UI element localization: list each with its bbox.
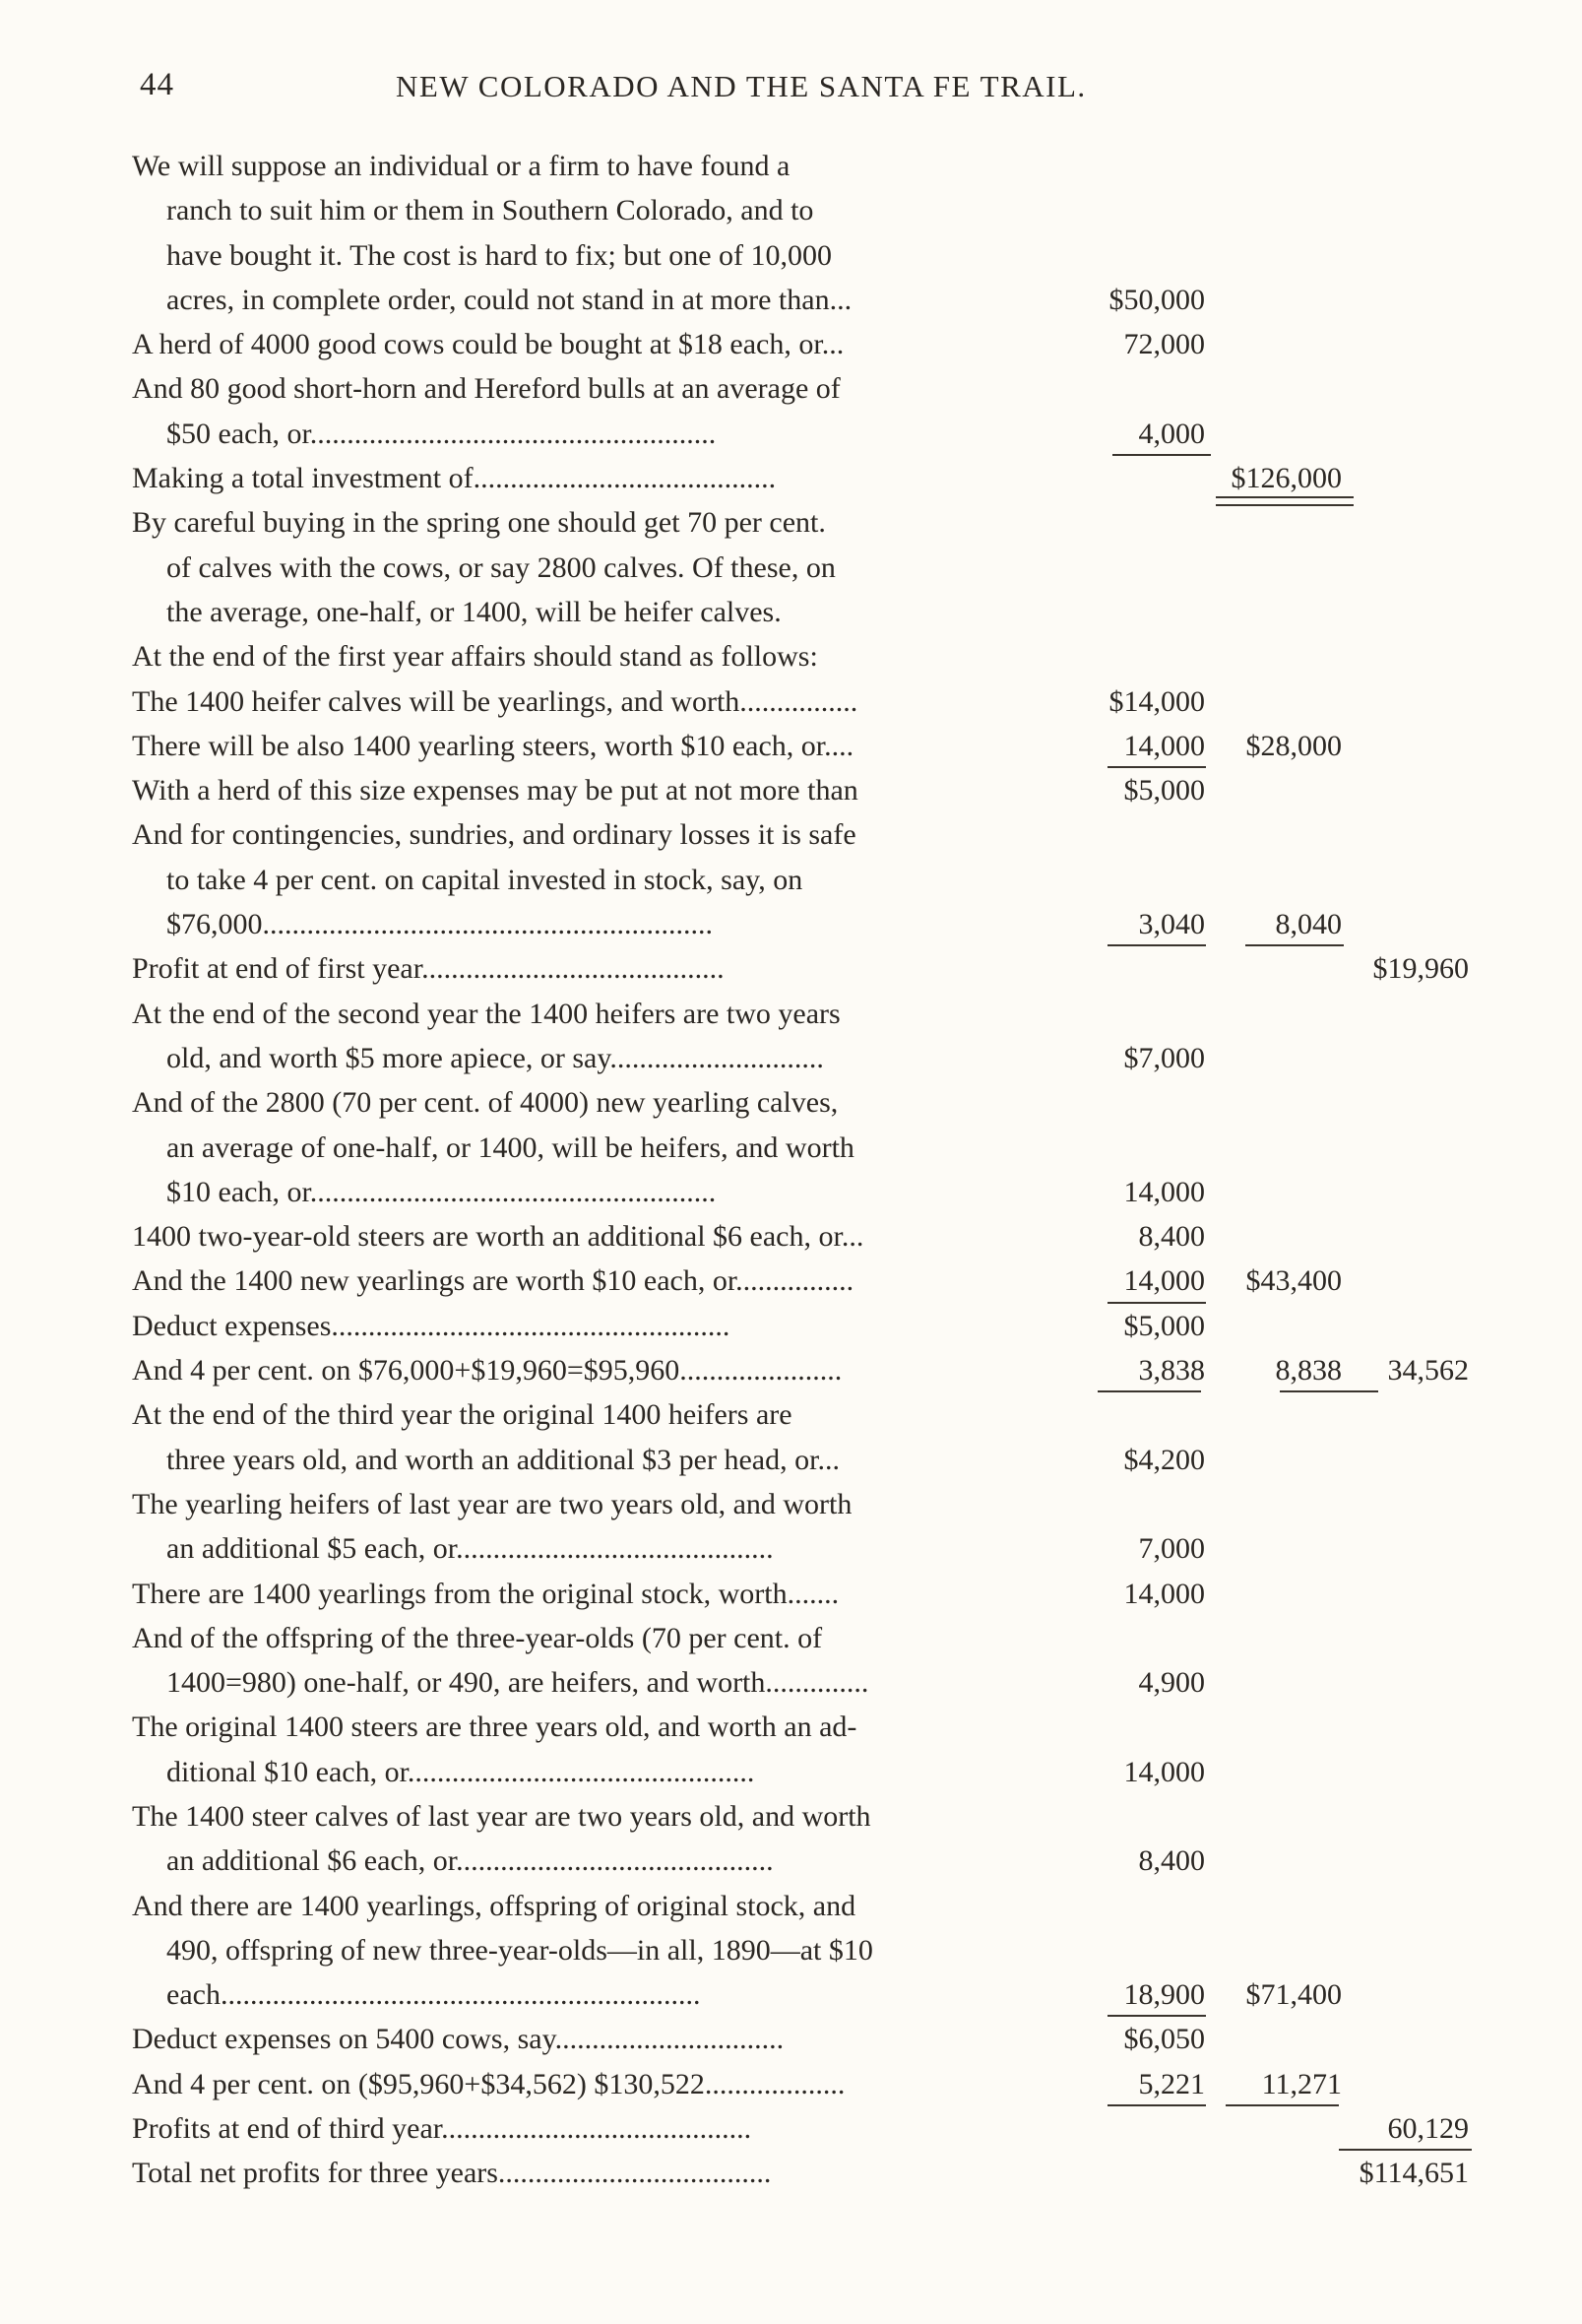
row-text: The 1400 steer calves of last year are two years old, and worth [132, 1799, 871, 1833]
ledger-row [0, 1885, 1582, 1929]
ledger-row [0, 1929, 1582, 1973]
ledger-row [0, 725, 1582, 769]
sum-rule [1107, 1302, 1206, 1304]
ledger-row [0, 1617, 1582, 1661]
ledger-row [0, 635, 1582, 679]
double-rule [1216, 504, 1354, 506]
row-text: the average, one-half, or 1400, will be heifer calves. [166, 595, 782, 628]
ledger-row [0, 1527, 1582, 1572]
ledger-row [0, 234, 1582, 279]
row-text: And there are 1400 yearlings, offspring of original stock, and [132, 1889, 856, 1922]
ledger-row [0, 1661, 1582, 1706]
ledger-row [0, 1483, 1582, 1527]
amount-first-column: 3,838 [1138, 1354, 1205, 1388]
row-text: of calves with the cows, or say 2800 calves. Of these, on [166, 550, 836, 584]
row-text: an additional $6 each, or........................................... [166, 1844, 774, 1878]
ledger-row [0, 457, 1582, 501]
sum-rule [1112, 454, 1211, 456]
sum-rule [1339, 2149, 1472, 2151]
amount-third-column: $114,651 [1359, 2157, 1469, 2190]
amount-first-column: 4,900 [1138, 1666, 1205, 1700]
row-text: With a herd of this size expenses may be put at not more than [132, 774, 858, 807]
ledger-row [0, 1259, 1582, 1304]
row-text: ranch to suit him or them in Southern Colorado, and to [166, 194, 814, 227]
amount-third-column: 60,129 [1387, 2112, 1469, 2146]
amount-first-column: $50,000 [1108, 283, 1205, 316]
amount-second-column: 8,040 [1275, 908, 1342, 941]
ledger-row [0, 1706, 1582, 1750]
row-text: There will be also 1400 yearling steers, worth $10 each, or.... [132, 729, 854, 762]
ledger [0, 145, 1582, 2197]
row-text: And of the 2800 (70 per cent. of 4000) new yearling calves, [132, 1086, 839, 1120]
ledger-row [0, 1393, 1582, 1438]
ledger-row [0, 1840, 1582, 1884]
row-text: And 80 good short-horn and Hereford bulls at an average of [132, 372, 841, 406]
ledger-row [0, 680, 1582, 725]
amount-second-column: $43,400 [1245, 1264, 1342, 1298]
ledger-row [0, 1171, 1582, 1215]
amount-first-column: 5,221 [1138, 2067, 1205, 2100]
row-text: $50 each, or....................................................... [166, 417, 717, 450]
row-text: have bought it. The cost is hard to fix; but one of 10,000 [166, 238, 833, 272]
amount-first-column: 14,000 [1123, 1264, 1205, 1298]
row-text: The 1400 heifer calves will be yearlings, and worth................ [132, 684, 858, 718]
ledger-row [0, 145, 1582, 189]
amount-first-column: $5,000 [1123, 1309, 1205, 1342]
row-text: And for contingencies, sundries, and ordinary losses it is safe [132, 818, 856, 852]
row-text: There are 1400 yearlings from the original stock, worth....... [132, 1577, 840, 1610]
amount-first-column: $4,200 [1123, 1443, 1205, 1476]
row-text: 1400=980) one-half, or 490, are heifers, and worth.............. [166, 1666, 869, 1700]
sum-rule [1107, 2104, 1206, 2106]
ledger-row [0, 2152, 1582, 2196]
row-text: And the 1400 new yearlings are worth $10 each, or................ [132, 1264, 854, 1298]
row-text: 1400 two-year-old steers are worth an additional $6 each, or... [132, 1220, 864, 1254]
amount-first-column: $6,050 [1123, 2023, 1205, 2056]
ledger-row [0, 1349, 1582, 1393]
row-text: And 4 per cent. on ($95,960+$34,562) $130,522................... [132, 2067, 846, 2100]
ledger-row [0, 1973, 1582, 2018]
row-text: Total net profits for three years..................................... [132, 2157, 772, 2190]
amount-second-column: 8,838 [1275, 1354, 1342, 1388]
ledger-row [0, 591, 1582, 635]
ledger-row [0, 547, 1582, 591]
ledger-row [0, 1037, 1582, 1081]
ledger-row [0, 189, 1582, 233]
sum-rule [1226, 2104, 1339, 2106]
row-text: At the end of the first year affairs should stand as follows: [132, 640, 818, 674]
sum-rule [1107, 2015, 1206, 2017]
amount-third-column: $19,960 [1372, 952, 1469, 986]
row-text: And of the offspring of the three-year-olds (70 per cent. of [132, 1621, 823, 1654]
ledger-row [0, 1127, 1582, 1171]
row-text: Profit at end of first year......................................... [132, 952, 725, 986]
row-text: At the end of the second year the 1400 heifers are two years [132, 997, 841, 1030]
ledger-row [0, 947, 1582, 992]
row-text: Making a total investment of......................................... [132, 462, 777, 495]
ledger-row [0, 501, 1582, 546]
sum-rule [1107, 766, 1206, 768]
ledger-row [0, 2107, 1582, 2152]
amount-first-column: $5,000 [1123, 774, 1205, 807]
ledger-row [0, 1795, 1582, 1840]
amount-first-column: 8,400 [1138, 1220, 1205, 1254]
sum-rule [1098, 1390, 1201, 1392]
row-text: Deduct expenses...................................................... [132, 1309, 730, 1342]
row-text: $76,000............................................................. [166, 908, 713, 941]
row-text: an average of one-half, or 1400, will be heifers, and worth [166, 1130, 854, 1164]
ledger-row [0, 1081, 1582, 1126]
ledger-row [0, 367, 1582, 412]
row-text: acres, in complete order, could not stand in at more than... [166, 283, 853, 316]
amount-first-column: 3,040 [1138, 908, 1205, 941]
ledger-row [0, 1573, 1582, 1617]
ledger-row [0, 279, 1582, 323]
row-text: each................................................................. [166, 1978, 701, 2012]
running-title: NEW COLORADO AND THE SANTA FE TRAIL. [396, 69, 1087, 103]
amount-first-column: 14,000 [1123, 1577, 1205, 1610]
ledger-row [0, 813, 1582, 858]
double-rule [1216, 496, 1354, 498]
sum-rule [1245, 944, 1344, 946]
ledger-row [0, 2018, 1582, 2062]
ledger-row [0, 769, 1582, 813]
row-text: And 4 per cent. on $76,000+$19,960=$95,960...................... [132, 1354, 843, 1388]
sum-rule [1107, 944, 1206, 946]
row-text: We will suppose an individual or a firm to have found a [132, 150, 791, 182]
amount-second-column: $28,000 [1245, 729, 1342, 762]
amount-first-column: $7,000 [1123, 1041, 1205, 1074]
amount-first-column: 7,000 [1138, 1532, 1205, 1566]
ledger-row [0, 1751, 1582, 1795]
amount-first-column: 14,000 [1123, 1755, 1205, 1788]
amount-second-column: $126,000 [1231, 462, 1342, 495]
row-text: old, and worth $5 more apiece, or say............................. [166, 1041, 824, 1074]
row-text: three years old, and worth an additional $3 per head, or... [166, 1443, 840, 1476]
amount-first-column: 14,000 [1123, 1175, 1205, 1208]
ledger-row [0, 903, 1582, 947]
ledger-row [0, 859, 1582, 903]
row-text: By careful buying in the spring one should get 70 per cent. [132, 506, 826, 540]
row-text: to take 4 per cent. on capital invested in stock, say, on [166, 863, 803, 896]
amount-first-column: 14,000 [1123, 729, 1205, 762]
page-number: 44 [140, 67, 174, 102]
row-text: A herd of 4000 good cows could be bought at $18 each, or... [132, 328, 845, 361]
ledger-row [0, 1439, 1582, 1483]
row-text: At the end of the third year the original 1400 heifers are [132, 1398, 792, 1432]
row-text: ditional $10 each, or............................................... [166, 1755, 755, 1788]
ledger-row [0, 2063, 1582, 2107]
row-text: Deduct expenses on 5400 cows, say............................... [132, 2023, 785, 2056]
ledger-row [0, 1215, 1582, 1259]
page-header [0, 67, 1582, 116]
row-text: Profits at end of third year.......................................... [132, 2112, 752, 2146]
row-text: 490, offspring of new three-year-olds—in all, 1890—at $10 [166, 1933, 873, 1967]
amount-second-column: 11,271 [1261, 2067, 1342, 2100]
row-text: The yearling heifers of last year are two years old, and worth [132, 1487, 853, 1520]
ledger-row [0, 1305, 1582, 1349]
ledger-row [0, 993, 1582, 1037]
row-text: $10 each, or....................................................... [166, 1175, 717, 1208]
amount-first-column: 18,900 [1123, 1978, 1205, 2012]
amount-first-column: 4,000 [1138, 417, 1205, 450]
amount-third-column: 34,562 [1387, 1354, 1469, 1388]
row-text: The original 1400 steers are three years old, and worth an ad- [132, 1711, 857, 1744]
amount-first-column: $14,000 [1108, 684, 1205, 718]
amount-first-column: 8,400 [1138, 1844, 1205, 1878]
amount-second-column: $71,400 [1245, 1978, 1342, 2012]
ledger-row [0, 413, 1582, 457]
sum-rule [1280, 1390, 1378, 1392]
ledger-row [0, 323, 1582, 367]
amount-first-column: 72,000 [1123, 328, 1205, 361]
row-text: an additional $5 each, or........................................... [166, 1532, 774, 1566]
